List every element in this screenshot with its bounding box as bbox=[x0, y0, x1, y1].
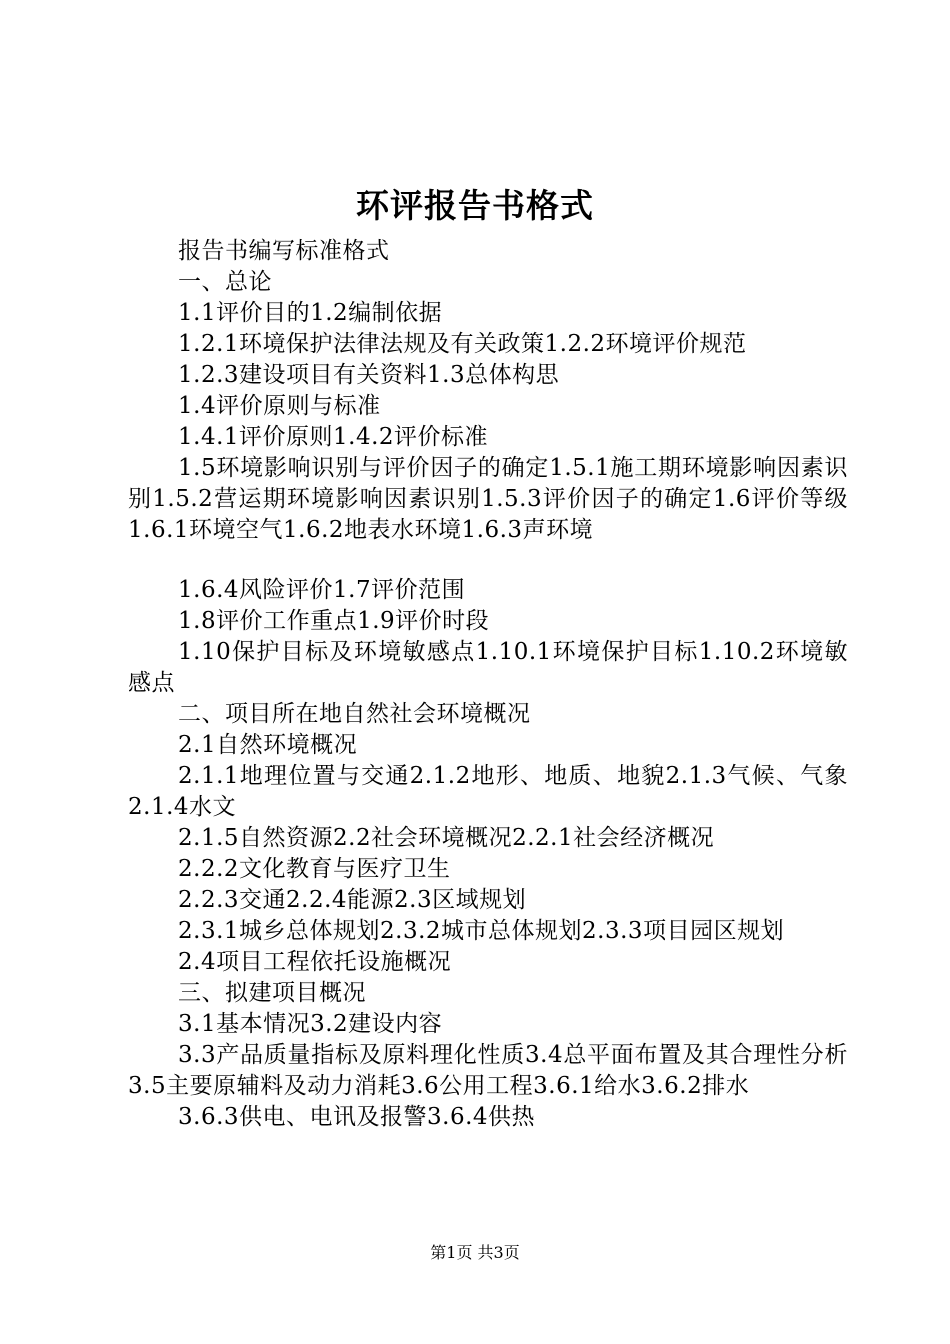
section-heading: 三、拟建项目概况 bbox=[178, 980, 366, 1006]
body-paragraph: 1.10保护目标及环境敏感点1.10.1环境保护目标1.10.2环境敏感点 bbox=[128, 639, 848, 696]
body-paragraph: 2.2.3交通2.2.4能源2.3区域规划 bbox=[178, 887, 527, 913]
page-number-footer: 第1页 共3页 bbox=[430, 1243, 520, 1262]
document-body bbox=[128, 236, 848, 1133]
body-paragraph: 1.2.3建设项目有关资料1.3总体构思 bbox=[178, 362, 560, 388]
body-paragraph: 1.8评价工作重点1.9评价时段 bbox=[178, 608, 490, 634]
body-paragraph: 3.1基本情况3.2建设内容 bbox=[178, 1011, 443, 1037]
body-paragraph: 3.3产品质量指标及原料理化性质3.4总平面布置及其合理性分析3.5主要原辅料及动力消耗3.6公用工程3.6.1给水3.6.2排水 bbox=[128, 1042, 848, 1099]
body-paragraph: 2.1自然环境概况 bbox=[178, 732, 358, 758]
body-paragraph: 1.2.1环境保护法律法规及有关政策1.2.2环境评价规范 bbox=[178, 331, 747, 357]
body-paragraph: 1.5环境影响识别与评价因子的确定1.5.1施工期环境影响因素识别1.5.2营运期环境影响因素识别1.5.3评价因子的确定1.6评价等级1.6.1环境空气1.6.2地表水环境1.6.3声环境 bbox=[128, 455, 848, 543]
body-paragraph: 1.4.1评价原则1.4.2评价标准 bbox=[178, 424, 489, 450]
section-heading: 二、项目所在地自然社会环境概况 bbox=[178, 701, 531, 727]
body-paragraph: 1.6.4风险评价1.7评价范围 bbox=[178, 577, 466, 603]
body-paragraph: 1.1评价目的1.2编制依据 bbox=[178, 300, 443, 326]
section-heading: 一、总论 bbox=[178, 269, 272, 295]
body-paragraph: 2.1.5自然资源2.2社会环境概况2.2.1社会经济概况 bbox=[178, 825, 715, 851]
body-paragraph: 2.2.2文化教育与医疗卫生 bbox=[178, 856, 451, 882]
body-paragraph: 1.4评价原则与标准 bbox=[178, 393, 381, 419]
document-title: 环评报告书格式 bbox=[356, 186, 594, 225]
body-paragraph: 3.6.3供电、电讯及报警3.6.4供热 bbox=[178, 1104, 536, 1130]
body-paragraph: 报告书编写标准格式 bbox=[178, 238, 390, 264]
body-paragraph: 2.4项目工程依托设施概况 bbox=[178, 949, 452, 975]
body-paragraph: 2.3.1城乡总体规划2.3.2城市总体规划2.3.3项目园区规划 bbox=[178, 918, 785, 944]
body-paragraph: 2.1.1地理位置与交通2.1.2地形、地质、地貌2.1.3气候、气象2.1.4水文 bbox=[128, 763, 848, 820]
